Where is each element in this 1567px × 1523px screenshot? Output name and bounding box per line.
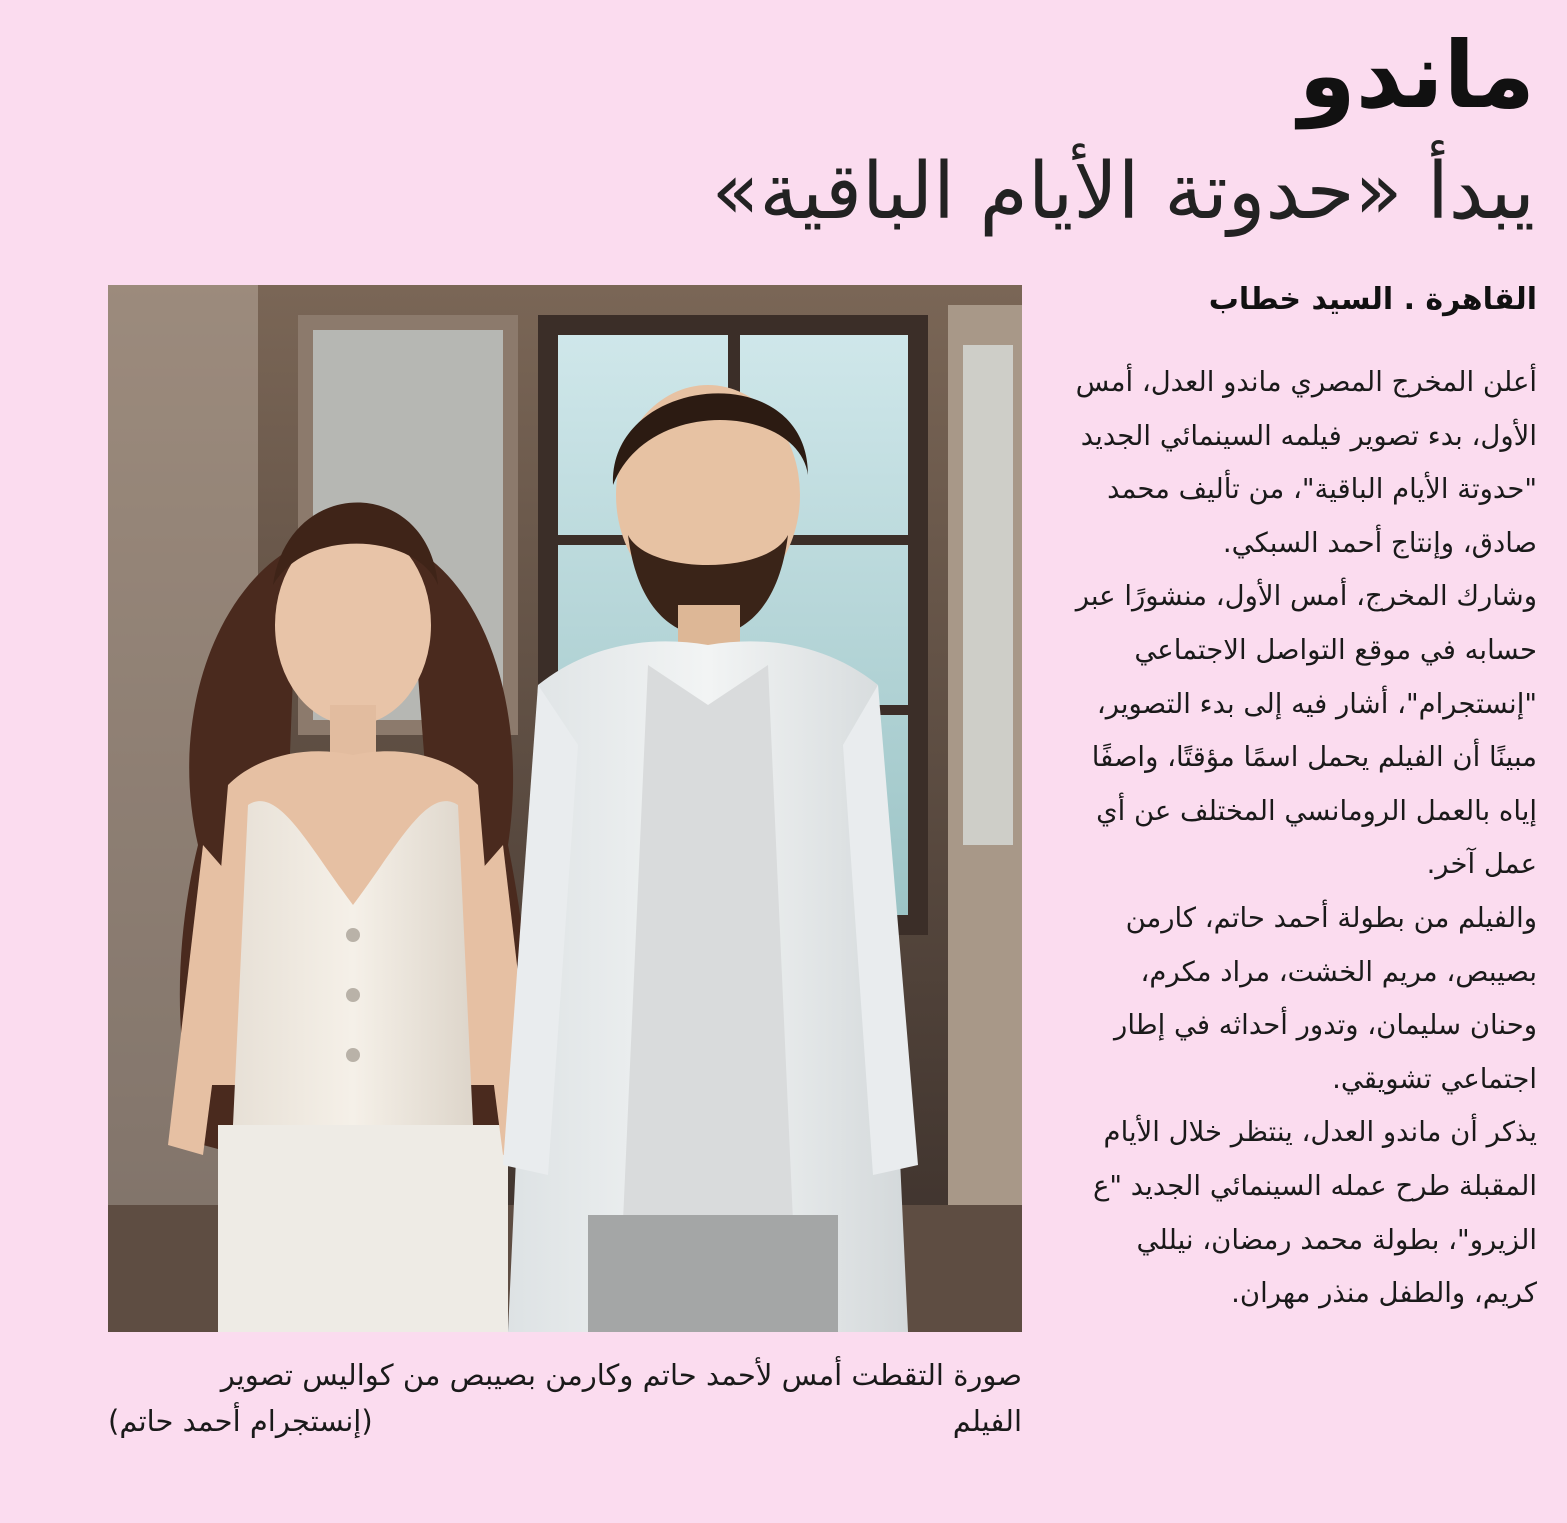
photo-caption-block — [108, 1352, 1022, 1452]
article-byline: القاهرة . السيد خطاب — [1208, 282, 1537, 317]
article-paragraph: والفيلم من بطولة أحمد حاتم، كارمن بصيبص، مريم الخشت، مراد مكرم، وحنان سليمان، وتدور أحداثه في إطار اجتماعي تشويقي. — [1114, 901, 1537, 1095]
article-kicker: ماندو — [1298, 22, 1535, 129]
article-paragraph: أعلن المخرج المصري ماندو العدل، أمس الأول، بدء تصوير فيلمه السينمائي الجديد "حدوتة الأيام الباقية"، من تأليف محمد صادق، وإنتاج أحمد السبكي. — [1075, 366, 1537, 559]
photo-caption: صورة التقطت أمس لأحمد حاتم وكارمن بصيبص من كواليس تصوير الفيلم — [220, 1358, 1022, 1438]
article-body — [1067, 356, 1537, 1321]
article-photo — [108, 285, 1022, 1332]
photo-credit: (إنستجرام أحمد حاتم) — [108, 1404, 373, 1438]
article-headline: يبدأ «حدوتة الأيام الباقية» — [711, 147, 1535, 237]
article-paragraph: يذكر أن ماندو العدل، ينتظر خلال الأيام المقبلة طرح عمله السينمائي الجديد "ع الزيرو"، بطولة محمد رمضان، نيللي كريم، والطفل منذر مهران. — [1092, 1116, 1537, 1310]
photo-illustration — [108, 285, 1022, 1332]
article-paragraph: وشارك المخرج، أمس الأول، منشورًا عبر حسابه في موقع التواصل الاجتماعي "إنستجرام"، أشار فيه إلى بدء التصوير، مبينًا أن الفيلم يحمل اسمًا مؤقتًا، واصفًا إياه بالعمل الرومانسي المختلف عن أي عمل آخر. — [1075, 580, 1537, 881]
